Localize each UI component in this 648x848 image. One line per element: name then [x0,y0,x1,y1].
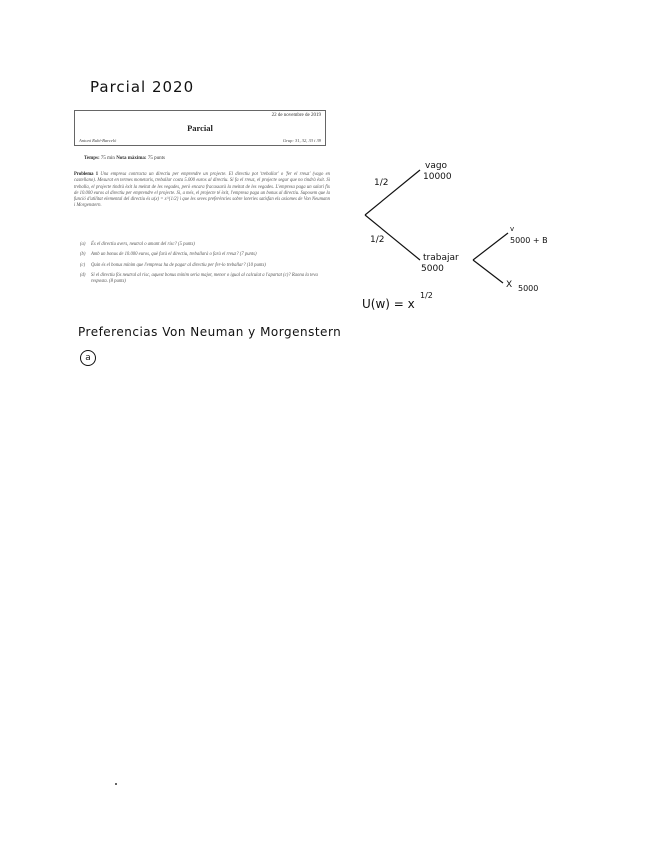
handwritten-preferences: Preferencias Von Neuman y Morgenstern [78,325,342,339]
prob-top-label: 1/2 [374,178,389,188]
temps-value: 75 min [100,156,115,161]
branch-vago-line [365,170,420,215]
success-payoff: 5000 + B [510,236,548,245]
trabajar-label: trabajar [423,253,459,263]
question-list [80,242,330,289]
question-label: (c) [80,262,86,268]
check-mark: v [510,225,515,233]
nota-value: 75 punts [147,156,165,161]
problem-statement [74,172,330,210]
question-text: Quin és el bonus mínim que l'empresa ha de pagar al directiu per fer-lo treballar? (10 punts) [91,262,266,268]
vago-label: vago [425,161,448,171]
question-item [80,242,330,248]
circled-answer-marker: a [80,350,96,366]
nota-label: Nota màxima: [116,156,147,161]
problem-lead: Problema 1 [74,172,99,177]
exam-author: Antoni Rubí-Barceló [79,138,117,143]
vago-value: 10000 [423,172,452,182]
exam-title: Parcial [187,123,213,133]
utility-exponent: 1/2 [420,291,433,300]
question-text: Si el directiu fós neutral al risc, aquest bonus mínim seria major, menor o igual al calculat a l'apartat (c)? Raona la teva resposta. (8 punts) [91,272,318,285]
question-label: (b) [80,252,86,258]
exam-meta [84,156,165,161]
decision-tree [360,155,590,315]
exam-group: Grup: 31, 32, 33 i 39 [282,138,321,143]
utility-function: U(w) = x [362,297,415,311]
stray-dot [115,783,117,785]
question-label: (a) [80,242,86,247]
question-text: Amb un bonus de 10.000 euros, què farà el directiu, treballarà o farà el rreuz? (7 punts) [91,252,257,258]
exam-header [74,110,326,146]
question-text: És el directiu avers, neutral o amant del risc? (5 punts) [91,242,195,247]
temps-label: Temps: [84,156,100,161]
question-item [80,263,330,269]
branch-fail-line [473,260,503,283]
question-label: (d) [80,272,86,278]
handwritten-title: Parcial 2020 [90,78,195,96]
branch-success-line [473,233,508,260]
problem-text: Una empresa contracta un directiu per emprendre un projecte. El directiu pot 'treballar' o 'fer el rreuz' (vago en castellano). Mesurat en termes monetaris, treballar costa 5.000 euros al directiu. Si fa el rreuz, el projecte segur que no tindrà èxit. Si treballa, el projecte tindrà èxit la meitat de les vegades, però encara fracassarà la meitat de les vegades. L'empresa paga un salari fix de 10.000 euros al directiu per emprendre el projecte. Si, a més, el projecte té èxit, l'empresa paga un bonus al directiu. Suposem que la funció d'utilitat elemental del directiu és u(x) = x^{1/2} i que les seves preferències sobre loteries satisfan els axiomes de Von Neumann i Morgenstern. [74,172,330,209]
fail-payoff: 5000 [518,284,539,293]
question-item [80,252,330,258]
question-item [80,273,330,286]
prob-bottom-label: 1/2 [370,235,385,245]
fail-mark: X [506,280,513,290]
exam-date: 22 de novembre de 2019 [271,113,321,118]
trabajar-value: 5000 [421,264,444,274]
